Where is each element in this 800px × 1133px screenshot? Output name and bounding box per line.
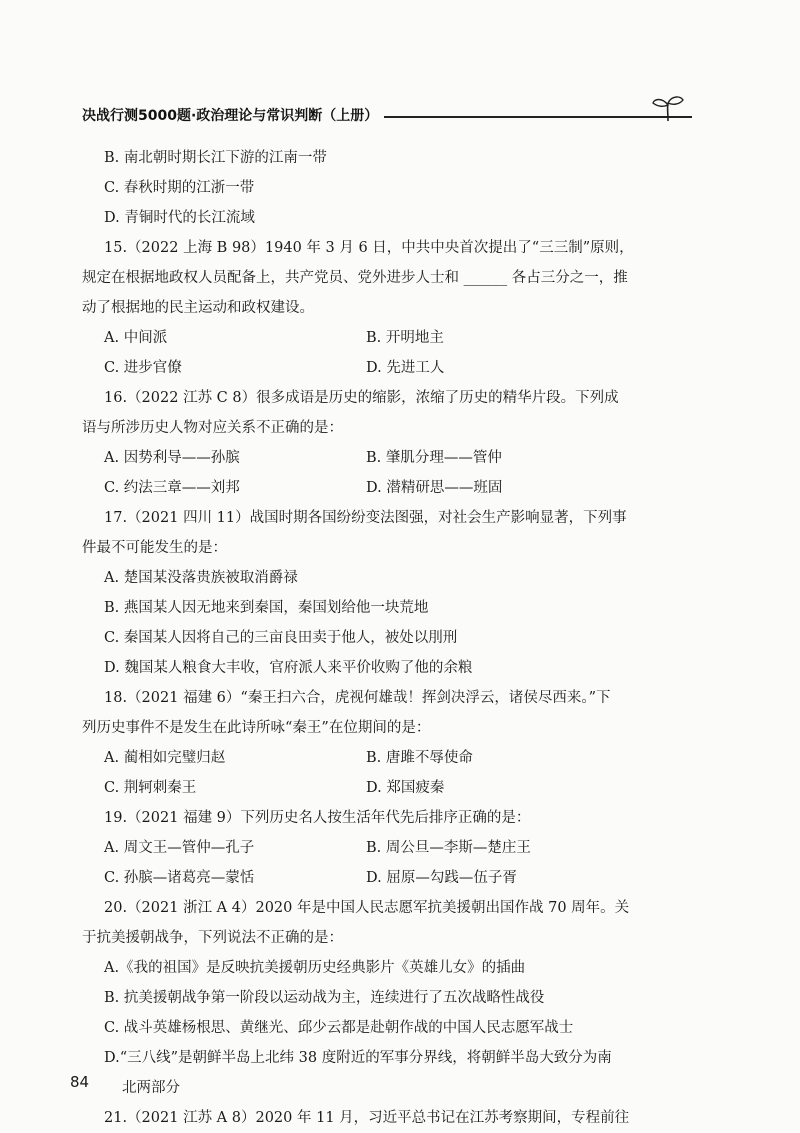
q18-options-row-2 xyxy=(82,773,672,803)
q15-option-d: D. 先进工人 xyxy=(366,360,445,376)
q17-option-d: D. 魏国某人粮食大丰收，官府派人来平价收购了他的余粮 xyxy=(104,660,473,676)
q16-stem-1: 16.（2022 江苏 C 8）很多成语是历史的缩影，浓缩了历史的精华片段。下列成 xyxy=(104,390,619,406)
q16-option-c: C. 约法三章——刘邦 xyxy=(104,480,240,496)
q19-option-c: C. 孙膑—诸葛亮—蒙恬 xyxy=(104,870,255,886)
q18-stem-2: 列历史事件不是发生在此诗所咏“秦王”在位期间的是： xyxy=(82,720,431,736)
q15-option-a: A. 中间派 xyxy=(104,330,168,346)
q18-options-row-1 xyxy=(82,743,672,773)
q20-option-b: B. 抗美援朝战争第一阶段以运动战为主，连续进行了五次战略性战役 xyxy=(104,990,545,1006)
q19-stem-1: 19.（2021 福建 9）下列历史名人按生活年代先后排序正确的是： xyxy=(104,810,531,826)
q18-stem-1: 18.（2021 福建 6）“秦王扫六合，虎视何雄哉！挥剑决浮云，诸侯尽西来。”下 xyxy=(104,690,611,706)
q18-option-b: B. 唐雎不辱使命 xyxy=(366,750,473,766)
q19-options-row-2 xyxy=(82,863,672,893)
q16-options-row-2 xyxy=(82,473,672,503)
q20-stem-1: 20.（2021 浙江 A 4）2020 年是中国人民志愿军抗美援朝出国作战 70 周年。关 xyxy=(104,900,630,916)
q21-stem-1: 21.（2021 江苏 A 8）2020 年 11 月，习近平总书记在江苏考察期间，专程前往 xyxy=(104,1110,630,1126)
q19-option-a: A. 周文王—管仲—孔子 xyxy=(104,840,255,856)
q18-option-d: D. 郑国疲秦 xyxy=(366,780,445,796)
q20-option-a: A.《我的祖国》是反映抗美援朝历史经典影片《英雄儿女》的插曲 xyxy=(104,960,526,976)
q20-option-d: D.“三八线”是朝鲜半岛上北纬 38 度附近的军事分界线，将朝鲜半岛大致分为南 xyxy=(104,1050,612,1066)
q16-option-a: A. 因势利导——孙膑 xyxy=(104,450,240,466)
q15-option-b: B. 开明地主 xyxy=(366,330,444,346)
page-number: 84 xyxy=(70,1073,90,1091)
q17-option-c: C. 秦国某人因将自己的三亩良田卖于他人，被处以刖刑 xyxy=(104,630,458,646)
q16-option-d: D. 潜精研思——班固 xyxy=(366,480,503,496)
q15-stem-3: 动了根据地的民主运动和政权建设。 xyxy=(82,300,314,316)
q16-option-b: B. 肇肌分理——管仲 xyxy=(366,450,502,466)
q18-option-c: C. 荆轲刺秦王 xyxy=(104,780,197,796)
q17-stem-1: 17.（2021 四川 11）战国时期各国纷纷变法图强，对社会生产影响显著，下列事 xyxy=(104,510,627,526)
q19-option-d: D. 屈原—勾践—伍子胥 xyxy=(366,870,517,886)
q19-option-b: B. 周公旦—李斯—楚庄王 xyxy=(366,840,531,856)
q16-options-row-1 xyxy=(82,443,672,473)
sprout-icon xyxy=(648,93,688,123)
q17-option-b: B. 燕国某人因无地来到秦国，秦国划给他一块荒地 xyxy=(104,600,429,616)
q15-options-row-1 xyxy=(82,323,672,353)
q15-stem-2: 规定在根据地政权人员配备上，共产党员、党外进步人士和 ______ 各占三分之一，推 xyxy=(82,270,628,286)
q14-option-d: D. 青铜时代的长江流域 xyxy=(104,210,255,226)
q17-option-a: A. 楚国某没落贵族被取消爵禄 xyxy=(104,570,298,586)
q17-stem-2: 件最不可能发生的是： xyxy=(82,540,227,556)
q15-stem-1: 15.（2022 上海 B 98）1940 年 3 月 6 日，中共中央首次提出了“三三制”原则， xyxy=(104,240,634,256)
q15-option-c: C. 进步官僚 xyxy=(104,360,182,376)
header-title: 决战行测5000题·政治理论与常识判断（上册） xyxy=(82,108,379,124)
q20-option-c: C. 战斗英雄杨根思、黄继光、邱少云都是赴朝作战的中国人民志愿军战士 xyxy=(104,1020,574,1036)
q14-option-b: B. 南北朝时期长江下游的江南一带 xyxy=(104,150,327,166)
question-content xyxy=(82,143,672,1133)
q20-stem-2: 于抗美援朝战争，下列说法不正确的是： xyxy=(82,930,343,946)
q14-option-c: C. 春秋时期的江浙一带 xyxy=(104,180,255,196)
q16-stem-2: 语与所涉历史人物对应关系不正确的是： xyxy=(82,420,343,436)
q18-option-a: A. 蔺相如完璧归赵 xyxy=(104,750,226,766)
q19-options-row-1 xyxy=(82,833,672,863)
header-rule xyxy=(384,116,692,118)
running-header xyxy=(82,103,692,127)
q15-options-row-2 xyxy=(82,353,672,383)
q20-option-d-cont: 北两部分 xyxy=(122,1080,180,1096)
